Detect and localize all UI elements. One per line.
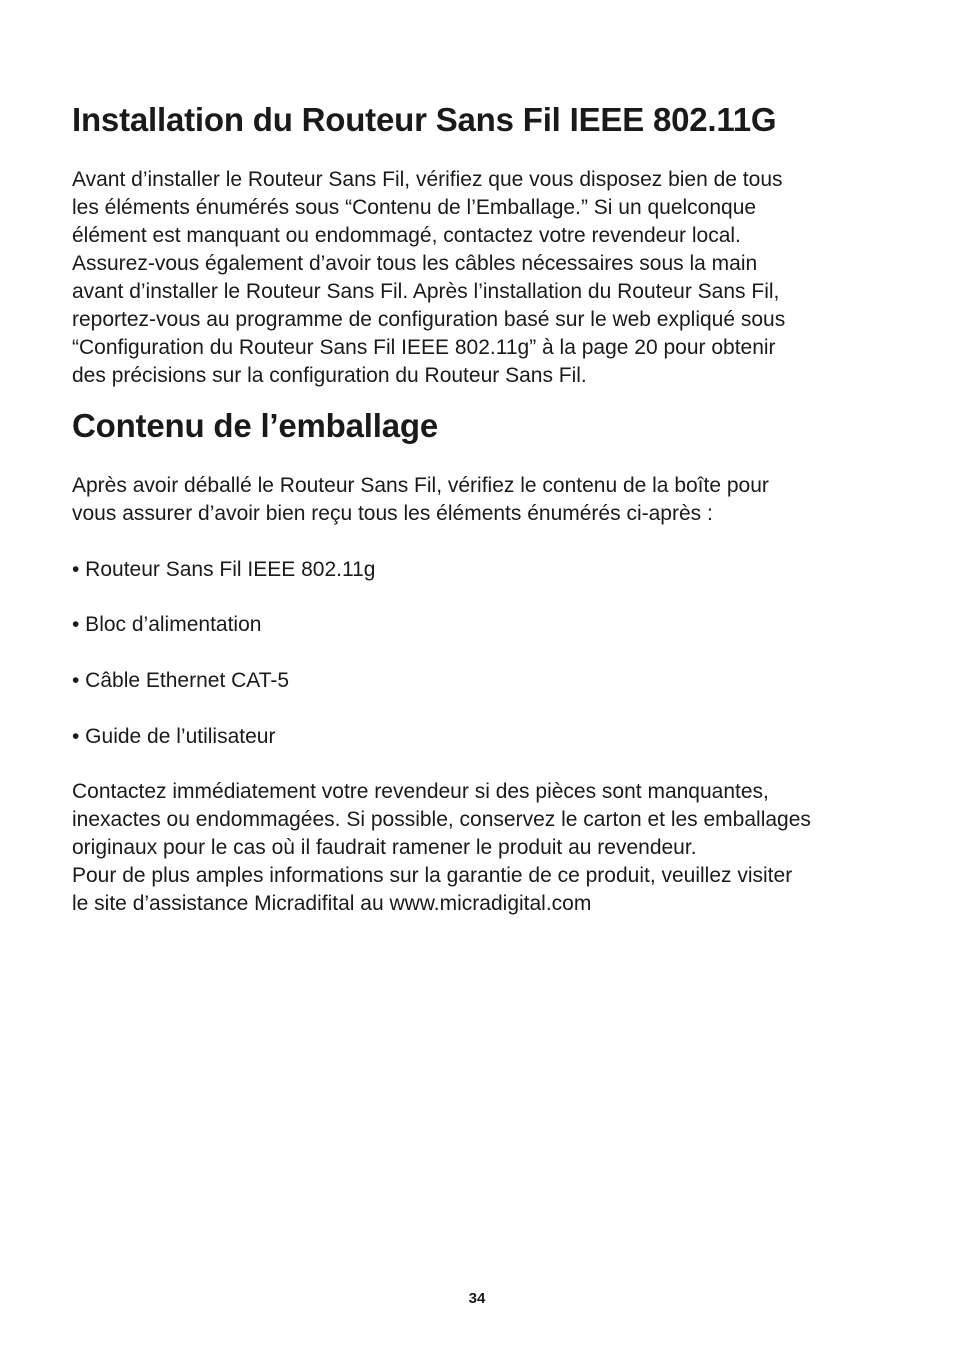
page-number: 34 (468, 1290, 486, 1307)
package-intro-paragraph (72, 472, 769, 528)
paragraph-line: Avant d’installer le Routeur Sans Fil, vérifiez que vous disposez bien de tous (72, 168, 783, 191)
package-contents-heading: Contenu de l’emballage (72, 407, 438, 444)
closing-paragraph (72, 778, 811, 918)
list-item: • Bloc d’alimentation (72, 613, 262, 636)
installation-heading: Installation du Routeur Sans Fil IEEE 802.11G (72, 101, 777, 138)
paragraph-line: originaux pour le cas où il faudrait ramener le produit au revendeur. (72, 836, 697, 859)
paragraph-line: reportez-vous au programme de configuration basé sur le web expliqué sous (72, 308, 786, 331)
list-item: • Routeur Sans Fil IEEE 802.11g (72, 558, 376, 581)
paragraph-line: Pour de plus amples informations sur la garantie de ce produit, veuillez visiter (72, 864, 793, 887)
paragraph-line: élément est manquant ou endommagé, contactez votre revendeur local. (72, 224, 741, 247)
list-item: • Câble Ethernet CAT-5 (72, 669, 290, 692)
paragraph-line: Après avoir déballé le Routeur Sans Fil, vérifiez le contenu de la boîte pour (72, 474, 769, 497)
paragraph-line: vous assurer d’avoir bien reçu tous les éléments énumérés ci-après : (72, 502, 713, 525)
paragraph-line: inexactes ou endommagées. Si possible, conservez le carton et les emballages (72, 808, 811, 831)
paragraph-line: des précisions sur la configuration du Routeur Sans Fil. (72, 364, 587, 387)
installation-paragraph (72, 166, 785, 390)
paragraph-line: le site d’assistance Micradifital au www.micradigital.com (72, 892, 592, 915)
paragraph-line: Assurez-vous également d’avoir tous les câbles nécessaires sous la main (72, 252, 758, 275)
paragraph-line: les éléments énumérés sous “Contenu de l’Emballage.” Si un quelconque (72, 196, 757, 219)
paragraph-line: avant d’installer le Routeur Sans Fil. Après l’installation du Routeur Sans Fil, (72, 280, 780, 303)
paragraph-line: Contactez immédiatement votre revendeur si des pièces sont manquantes, (72, 780, 769, 803)
list-item: • Guide de l’utilisateur (72, 725, 276, 748)
paragraph-line: “Configuration du Routeur Sans Fil IEEE 802.11g” à la page 20 pour obtenir (72, 336, 776, 359)
